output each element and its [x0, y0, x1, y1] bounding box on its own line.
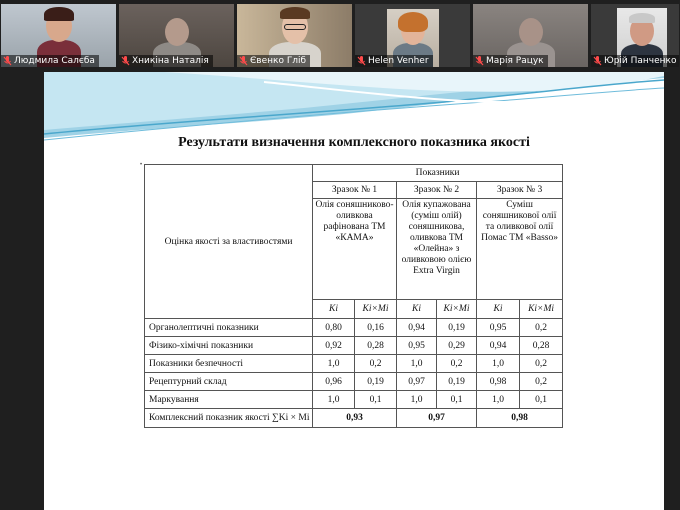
cell-value: 0,19	[355, 373, 397, 391]
participant-name: Хникіна Наталія	[132, 56, 209, 66]
participant-tile-6[interactable]	[591, 4, 679, 67]
cell-value: 0,2	[355, 355, 397, 373]
table-total-row	[145, 409, 563, 428]
cell-value: 0,28	[520, 337, 563, 355]
total-value: 0,98	[477, 409, 563, 428]
quality-table	[144, 164, 562, 428]
participant-tile-2[interactable]	[119, 4, 234, 67]
cell-value: 0,2	[520, 373, 563, 391]
cell-value: 1,0	[397, 355, 437, 373]
participant-tile-3[interactable]	[237, 4, 352, 67]
cell-value: 0,19	[437, 373, 477, 391]
participant-name: Юрій Панченко	[604, 56, 677, 66]
cell-value: 0,98	[477, 373, 520, 391]
cell-value: 0,16	[355, 319, 397, 337]
row-label: Маркування	[145, 391, 313, 409]
cell-value: 1,0	[477, 355, 520, 373]
cell-value: 0,2	[520, 319, 563, 337]
cell-value: 0,94	[477, 337, 520, 355]
table-row	[145, 391, 563, 409]
participant-name-bar	[355, 55, 433, 67]
mic-muted-icon	[357, 56, 366, 66]
participant-strip	[0, 0, 680, 70]
header-kimi: Ki×Mi	[355, 300, 397, 319]
mic-muted-icon	[475, 56, 484, 66]
total-value: 0,97	[397, 409, 477, 428]
header-kimi: Ki×Mi	[520, 300, 563, 319]
cell-value: 0,29	[437, 337, 477, 355]
row-label: Органолептичні показники	[145, 319, 313, 337]
mic-muted-icon	[593, 56, 602, 66]
participant-tile-4[interactable]	[355, 4, 470, 67]
cell-value: 0,1	[437, 391, 477, 409]
header-sample-3: Зразок № 3	[477, 182, 563, 199]
table-row	[145, 355, 563, 373]
participant-name-bar	[473, 55, 548, 67]
header-sample-2: Зразок № 2	[397, 182, 477, 199]
participant-name-bar	[119, 55, 213, 67]
participant-name-bar	[237, 55, 310, 67]
participant-name-bar	[1, 55, 99, 67]
header-kimi: Ki×Mi	[437, 300, 477, 319]
cell-value: 0,96	[313, 373, 355, 391]
slide-wave-decoration	[44, 72, 664, 142]
total-value: 0,93	[313, 409, 397, 428]
cell-value: 0,94	[397, 319, 437, 337]
total-label: Комплексний показник якості ∑Ki × Mi	[145, 409, 313, 428]
sample-2-description: Олія купажована (суміш олій) соняшникова, оливкова ТМ «Олейна» з оливковою олією Extra Virgin	[397, 199, 477, 300]
participant-tile-5[interactable]	[473, 4, 588, 67]
cell-value: 0,95	[397, 337, 437, 355]
header-ki: Ki	[313, 300, 355, 319]
header-ki: Ki	[397, 300, 437, 319]
cell-value: 0,19	[437, 319, 477, 337]
cell-value: 0,1	[520, 391, 563, 409]
cell-value: 1,0	[397, 391, 437, 409]
cell-value: 1,0	[313, 391, 355, 409]
cell-value: 0,28	[355, 337, 397, 355]
participant-name: Людмила Салєба	[14, 56, 95, 66]
header-property: Оцінка якості за властивостями	[145, 165, 313, 319]
participant-tile-1[interactable]	[1, 4, 116, 67]
bullet-dot: •	[140, 162, 143, 168]
mic-muted-icon	[239, 56, 248, 66]
participant-name: Марія Рацук	[486, 56, 544, 66]
header-indicators: Показники	[313, 165, 563, 182]
table-row	[145, 319, 563, 337]
mic-muted-icon	[3, 56, 12, 66]
row-label: Фізико-хімічні показники	[145, 337, 313, 355]
cell-value: 1,0	[313, 355, 355, 373]
shared-slide	[44, 72, 664, 510]
sample-1-description: Олія соняшниково-оливкова рафінована ТМ «КАМА»	[313, 199, 397, 300]
participant-name-bar	[591, 55, 679, 67]
header-sample-1: Зразок № 1	[313, 182, 397, 199]
mic-muted-icon	[121, 56, 130, 66]
table-row	[145, 373, 563, 391]
participant-name: Helen Venher	[368, 56, 429, 66]
cell-value: 0,95	[477, 319, 520, 337]
row-label: Рецептурний склад	[145, 373, 313, 391]
cell-value: 0,92	[313, 337, 355, 355]
cell-value: 0,2	[437, 355, 477, 373]
row-label: Показники безпечності	[145, 355, 313, 373]
participant-name: Євенко Гліб	[250, 56, 307, 66]
cell-value: 0,2	[520, 355, 563, 373]
slide-title: Результати визначення комплексного показника якості	[178, 135, 530, 150]
cell-value: 0,80	[313, 319, 355, 337]
cell-value: 0,97	[397, 373, 437, 391]
cell-value: 1,0	[477, 391, 520, 409]
header-ki: Ki	[477, 300, 520, 319]
cell-value: 0,1	[355, 391, 397, 409]
sample-3-description: Суміш соняшникової олії та оливкової олії Помас ТМ «Basso»	[477, 199, 563, 300]
table-row	[145, 337, 563, 355]
